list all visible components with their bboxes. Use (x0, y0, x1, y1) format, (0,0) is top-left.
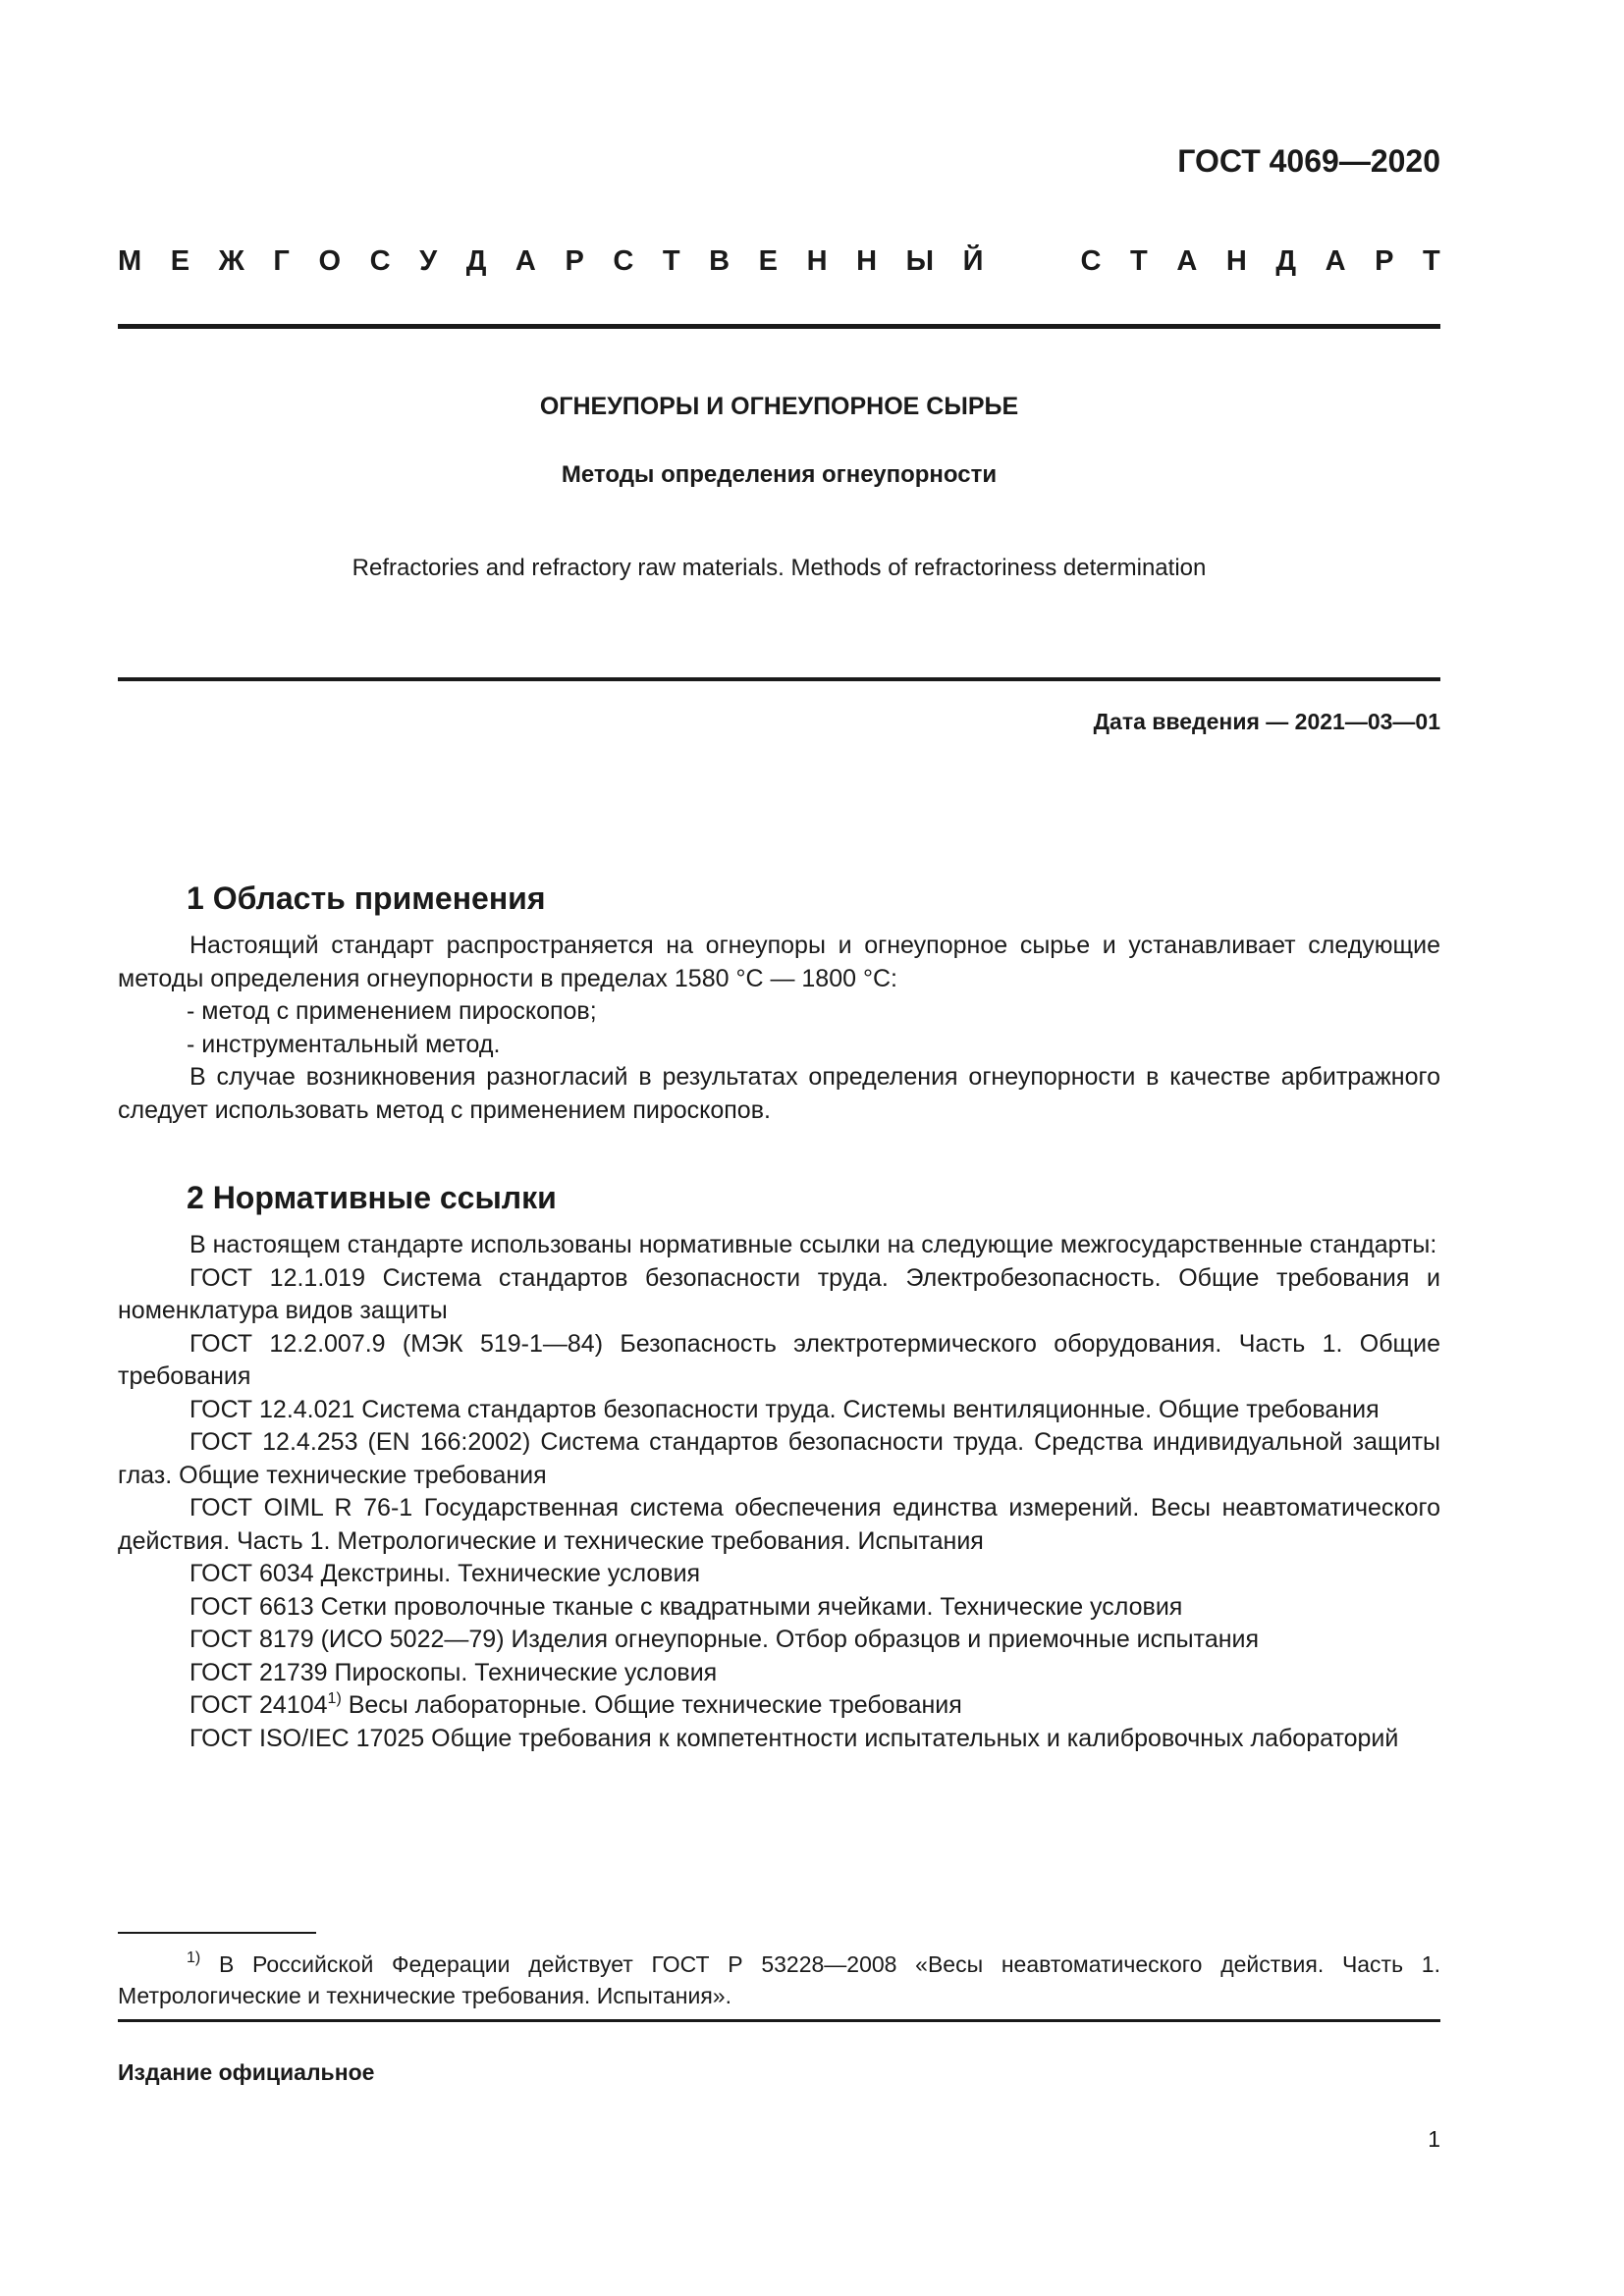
banner-letter: М (118, 245, 142, 277)
reference-item: ГОСТ 12.2.007.9 (МЭК 519-1—84) Безопасность электротермического оборудования. Часть 1. Общие требования (118, 1329, 1440, 1390)
banner-letter: Г (273, 245, 290, 277)
banner-letter: Н (806, 245, 828, 277)
banner-letter: А (514, 245, 536, 277)
title-rule (118, 677, 1440, 681)
banner-letter: Т (662, 245, 680, 277)
reference-title: Весы лабораторные. Общие технические требования (341, 1691, 962, 1719)
reference-item: ГОСТ 12.4.021 Система стандартов безопасности труда. Системы вентиляционные. Общие требования (189, 1395, 1380, 1423)
banner-letter: Д (1275, 245, 1297, 277)
banner-letter: Й (962, 245, 984, 277)
footnote-text: В Российской Федерации действует ГОСТ Р 53228—2008 «Весы неавтоматического действия. Часть 1. Метрологические и технические требования. Испытания». (118, 1951, 1440, 2008)
reference-item: ГОСТ 12.4.253 (EN 166:2002) Система стандартов безопасности труда. Средства индивидуальной защиты глаз. Общие технические требования (118, 1428, 1440, 1489)
list-item: - метод с применением пироскопов; (187, 997, 597, 1025)
banner-letter: Д (465, 245, 487, 277)
footnote-marker: 1) (187, 1949, 201, 1966)
banner-letter: Е (758, 245, 778, 277)
banner-letter: У (419, 245, 438, 277)
official-edition-label: Издание официальное (118, 2059, 375, 2085)
reference-code: ГОСТ 24104 (189, 1691, 328, 1719)
banner-letter: С (1080, 245, 1102, 277)
reference-item: ГОСТ OIML R 76-1 Государственная система обеспечения единства измерений. Весы неавтоматического действия. Часть 1. Метрологические и технические требования. Испытания (118, 1494, 1440, 1555)
banner-letter: О (318, 245, 341, 277)
footnote (118, 1949, 1440, 2011)
document-title: ОГНЕУПОРЫ И ОГНЕУПОРНОЕ СЫРЬЕ (539, 393, 1019, 420)
section-normative-references (118, 1178, 1440, 1755)
banner-letter: А (1325, 245, 1346, 277)
reference-item (118, 1689, 1440, 1723)
banner-letter: С (613, 245, 634, 277)
section-heading: 2 Нормативные ссылки (187, 1180, 557, 1215)
page-number: 1 (1428, 2126, 1440, 2152)
section-scope (118, 879, 1440, 1127)
banner-letter: Р (565, 245, 584, 277)
banner-letter: Е (170, 245, 190, 277)
banner-letter: Ж (218, 245, 244, 277)
footnote-separator (118, 1932, 316, 1934)
interstate-standard-banner (118, 245, 1440, 278)
paragraph: Настоящий стандарт распространяется на огнеупоры и огнеупорное сырье и устанавливает следующие методы определения огнеупорности в пределах 1580 °C — 1800 °C: (118, 932, 1440, 992)
english-title: Refractories and refractory raw materials. Methods of refractoriness determination (352, 555, 1207, 581)
banner-letter: Р (1375, 245, 1394, 277)
reference-item: ГОСТ 21739 Пироскопы. Технические условия (189, 1658, 718, 1686)
footer-rule (118, 2019, 1440, 2022)
banner-letter: С (369, 245, 391, 277)
header-rule (118, 324, 1440, 329)
reference-item: ГОСТ ISO/IEC 17025 Общие требования к компетентности испытательных и калибровочных лабораторий (189, 1724, 1399, 1752)
banner-letter: А (1176, 245, 1198, 277)
banner-letter: Н (856, 245, 878, 277)
document-subtitle: Методы определения огнеупорности (561, 461, 998, 488)
footnote-marker: 1) (327, 1690, 342, 1707)
introduction-date: Дата введения — 2021—03—01 (1093, 709, 1440, 734)
section-heading: 1 Область применения (187, 881, 546, 916)
banner-letter: Т (1130, 245, 1148, 277)
banner-letter: В (709, 245, 731, 277)
reference-item: ГОСТ 6613 Сетки проволочные тканые с квадратными ячейками. Технические условия (189, 1592, 1183, 1621)
list-item: - инструментальный метод. (187, 1030, 501, 1058)
reference-item: ГОСТ 6034 Декстрины. Технические условия (189, 1560, 701, 1587)
banner-letter: Н (1225, 245, 1247, 277)
paragraph: В настоящем стандарте использованы нормативные ссылки на следующие межгосударственные стандарты: (189, 1231, 1437, 1258)
reference-item: ГОСТ 8179 (ИСО 5022—79) Изделия огнеупорные. Отбор образцов и приемочные испытания (189, 1626, 1260, 1653)
document-code: ГОСТ 4069—2020 (1177, 143, 1440, 179)
banner-letter: Т (1423, 245, 1440, 277)
banner-letter: Ы (905, 245, 934, 277)
banner-word-gap (1012, 245, 1052, 278)
paragraph: В случае возникновения разногласий в результатах определения огнеупорности в качестве арбитражного следует использовать метод с применением пироскопов. (118, 1063, 1440, 1124)
reference-item: ГОСТ 12.1.019 Система стандартов безопасности труда. Электробезопасность. Общие требования и номенклатура видов защиты (118, 1263, 1440, 1324)
